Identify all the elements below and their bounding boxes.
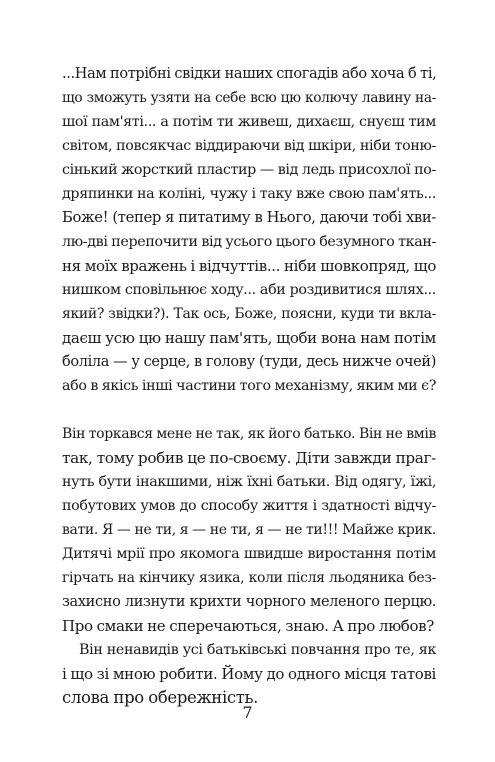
text-line: даєш усю цю нашу пам'ять, щоби вона нам потім (62, 329, 436, 347)
text-line: сінький жорсткий пластир — від ледь присохлої по- (62, 162, 436, 178)
page-number: 7 (242, 703, 253, 722)
text-line: Боже! (тепер я питатиму в Нього, даючи тобі хви- (62, 209, 436, 226)
text-line: так, тому робив це по-своєму. Діти завжди праг- (62, 449, 436, 467)
text-line: нишком сповільнює ходу... аби роздивитися шлях... (62, 282, 436, 298)
text-line: слова про обережність. (62, 688, 259, 707)
text-line: Він торкався мене не так, як його батько. Він не вмів (62, 426, 436, 442)
text-line: Дитячі мрії про якомога швидше виростання потім (62, 546, 436, 562)
text-line: Він ненавидів усі батьківські повчання про те, як (79, 642, 436, 658)
text-line: світом, повсякчас віддираючи від шкіри, ніби тоню- (62, 138, 436, 154)
text-line: захисно лизнути крихти чорного меленого перцю. (62, 594, 436, 610)
text-line: шої пам'яті... а потім ти живеш, дихаєш, снуєш тим (62, 114, 436, 130)
text-line: і що зі мною робити. Йому до одного місця татові (62, 665, 436, 683)
text-line: лю-дві перепочити від усього цього безумного ткан- (62, 234, 436, 250)
text-line: або в якісь інші частини того механізму, яким ми є? (62, 378, 436, 394)
text-line: вати. Я — не ти, я — не ти, я — не ти!!! Майже крик. (62, 522, 436, 538)
text-line: нуть бути інакшими, ніж їхні батьки. Від одягу, їжі, (62, 474, 436, 490)
text-line: дряпинки на коліні, чужу і таку вже свою пам'ять... (62, 186, 436, 202)
text-line: побутових умов до способу життя і здатності відчу- (62, 498, 436, 514)
text-line: Про смаки не сперечаються, знаю. А про любов? (62, 617, 434, 635)
text-line: гірчать на кінчику язика, коли після льодяника без- (62, 570, 436, 586)
text-line: ня моїх вражень і відчуттів... ніби шовкопряд, що (62, 257, 436, 275)
text-line: що зможуть узяти на себе всю цю колючу лавину на- (62, 90, 436, 106)
text-line: боліла — у серце, в голову (туди, десь нижче очей) (62, 354, 436, 370)
text-line: ...Нам потрібні свідки наших спогадів або хоча б ті, (62, 66, 437, 82)
text-line: який? звідки?). Так ось, Боже, поясни, куди ти вкла- (62, 306, 436, 322)
